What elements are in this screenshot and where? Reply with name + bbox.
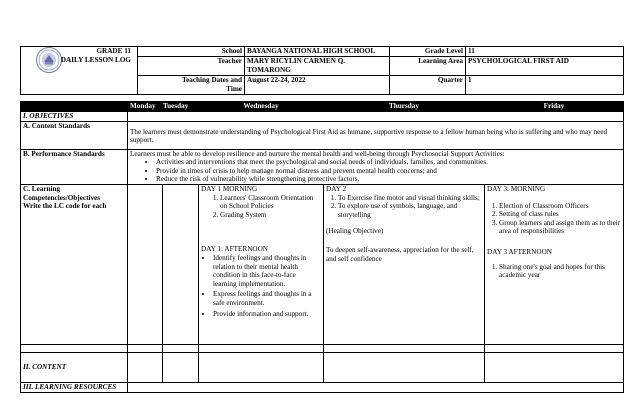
performance-standards-cell [128,149,624,184]
performance-standards-intro: Learners must be able to develop resilience and nurture the mental health and well-being through Psychosocial Support Activities: [130,149,505,158]
day-thursday: Thursday [324,102,485,112]
wednesday-morning-title: DAY 1 MORNING [201,184,258,193]
objectives-heading: I. OBJECTIVES [21,112,128,122]
teacher-value: MARY RICYLIN CARMEN Q. TOMARONG [245,57,390,76]
thursday-note: (Healing Objective) [326,227,384,236]
competencies-label-line2: Competencies/Objectives [23,193,101,202]
grade-label: GRADE 11 [96,47,131,55]
friday-morning-item: 1. Election of Classroom Officers [499,202,621,211]
performance-bullet: • Reduce the risk of vulnerability while strengthening protective factors. [156,175,621,184]
performance-bullet: • Provide in times of crisis to help manage normal distress and prevent mental health concerns; and [156,167,621,176]
grade-level-value: 11 [466,47,624,57]
teaching-dates-label: Teaching Dates and [181,76,242,84]
competencies-label-line3: Write the LC code for each [23,202,107,211]
day-wednesday: Wednesday [199,102,324,112]
friday-morning-item: 3. Group learners and assign them as to their area of responsibilities [499,219,621,236]
day-monday: Monday [128,102,163,112]
learning-area-value: PSYCHOLOGICAL FIRST AID [466,57,624,76]
content-standards-label: A. Content Standards [21,121,128,149]
performance-bullet: • Activities and interventions that meet the psychological and social needs of individuals, families, and communities. [156,158,621,167]
content-standards-text: The learners must demonstrate understanding of Psychological First Aid as humane, supportive response to a fellow human being who is suffering and who may need support. [128,121,624,149]
wednesday-afternoon-item: • Provide information and support. [213,310,321,319]
teacher-label: Teacher [138,57,245,76]
friday-afternoon-title: DAY 3 AFTERNOON [487,247,552,256]
dll-label: DAILY LESSON LOG [60,56,131,64]
thursday-item: 2. To explore use of symbols, language, and storytelling [338,202,482,219]
teaching-time-label: Time [226,84,242,93]
thursday-item: 1. To Exercise fine motor and visual thinking skills; [338,194,482,203]
competencies-label [21,184,128,344]
friday-afternoon-item: 1. Sharing one's goal and hopes for this academic year [499,263,621,280]
lesson-log-table [20,101,624,393]
learning-area-label: Learning Area [390,57,466,76]
competencies-label-line1: C. Learning [23,184,61,193]
teaching-dates-value: August 22-24, 2022 [245,76,390,95]
day-tuesday: Tuesday [163,102,199,112]
wednesday-afternoon-title: DAY 1: AFTERNOON [201,245,268,254]
grade-level-label: Grade Level [390,47,466,57]
school-label: School [138,47,245,57]
wednesday-morning-item: 1. Learners' Classroom Orientation on School Policies [220,194,321,211]
performance-standards-label: B. Performance Standards [21,149,128,184]
wednesday-afternoon-item: • Express feelings and thoughts in a safe environment. [213,290,321,307]
quarter-value: 1 [466,76,624,95]
day-friday: Friday [485,102,624,112]
friday-morning-title: DAY 3: MORNING [487,184,546,193]
school-value: BAYANGA NATIONAL HIGH SCHOOL [245,47,390,57]
header-table [20,46,624,95]
friday-competencies [485,184,624,344]
wednesday-competencies [199,184,324,344]
thursday-title: DAY 2 [326,184,347,193]
thursday-paragraph: To deepen self-awareness, appreciation for the self, and self confidence [326,245,474,263]
wednesday-morning-item: 2. Grading System [220,211,321,220]
content-heading: II. CONTENT [21,352,128,382]
thursday-competencies [324,184,485,344]
quarter-label: Quarter [390,76,466,95]
wednesday-afternoon-item: • Identify feelings and thoughts in relation to their mental health condition in this face-to-face learning implementation. [213,254,321,288]
learning-resources-heading: III. LEARNING RESOURCES [21,382,128,392]
friday-morning-item: 2. Setting of class rules [499,210,621,219]
